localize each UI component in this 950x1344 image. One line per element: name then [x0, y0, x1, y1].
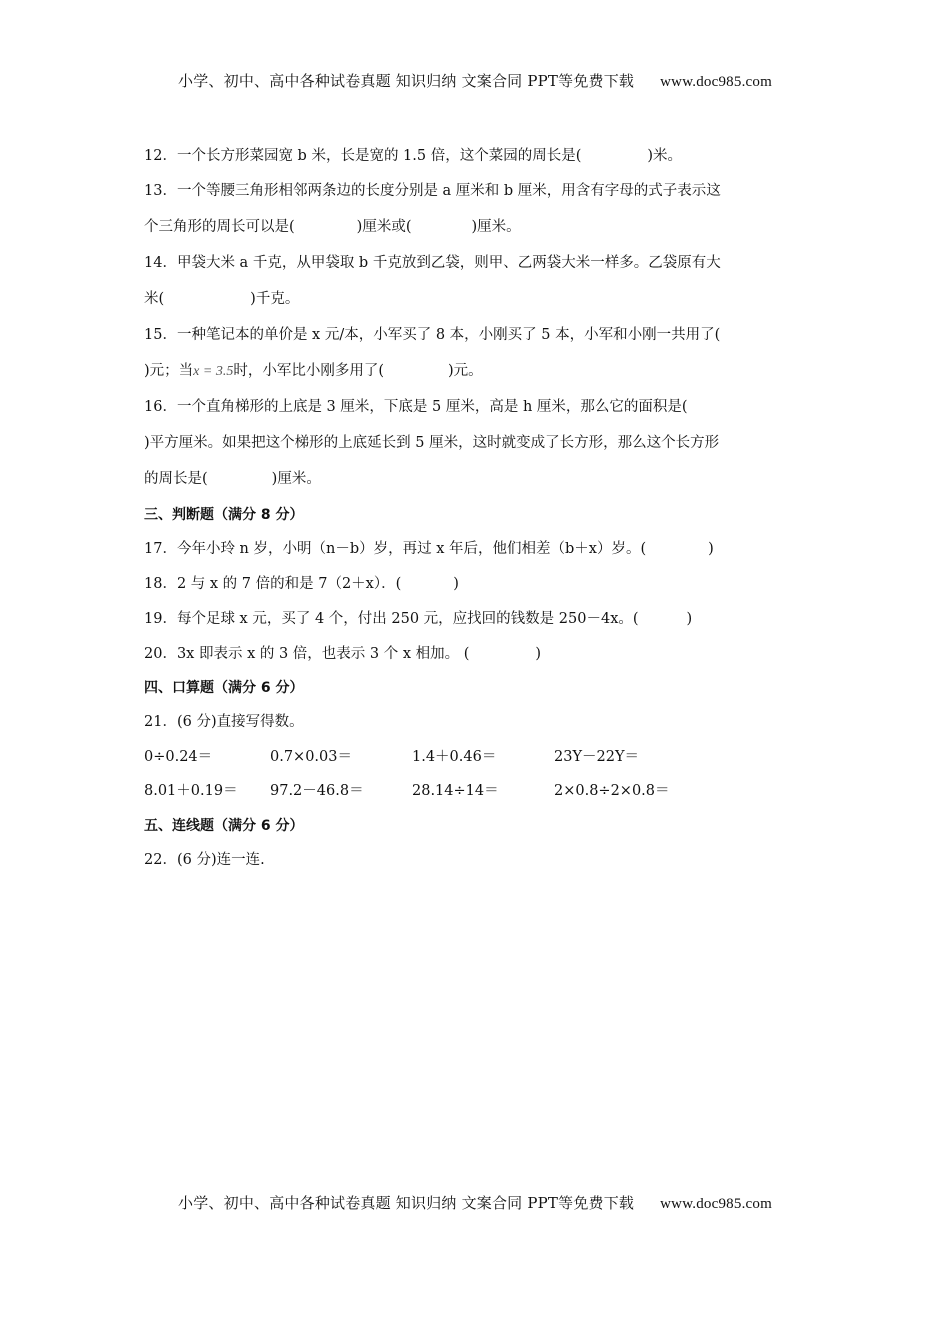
calc-item: 23Y－22Y＝ — [554, 749, 640, 765]
question-18 — [144, 574, 459, 594]
q14-text: 14．甲袋大米 a 千克，从甲袋取 b 千克放到乙袋，则甲、乙两袋大米一样多。乙袋原有大 — [144, 255, 721, 271]
q13-text-a: 个三角形的周长可以是( — [144, 219, 295, 235]
question-15-line1 — [144, 325, 720, 345]
q16-text-3a: 的周长是( — [144, 471, 208, 487]
question-16-line2 — [144, 433, 719, 453]
q19-text-end: ) — [686, 611, 693, 627]
calc-item: 0÷0.24＝ — [144, 749, 213, 765]
q20-text: 20．3x 即表示 x 的 3 倍，也表示 3 个 x 相加。 ( — [144, 646, 470, 662]
q18-text: 18．2 与 x 的 7 倍的和是 7（2＋x）．( — [144, 576, 402, 592]
q20-text-end: ) — [535, 646, 542, 662]
question-13-line1 — [144, 181, 721, 201]
q12-text-end: )米。 — [647, 148, 683, 164]
question-22: 22．(6 分)连一连. — [144, 852, 265, 868]
q15-text-a: )元；当 — [144, 363, 194, 379]
q17-text-end: ) — [708, 541, 714, 557]
q12-text: 12．一个长方形菜园宽 b 米，长是宽的 1.5 倍，这个菜园的周长是( — [144, 148, 582, 164]
footer-text: 小学、初中、高中各种试卷真题 知识归纳 文案合同 PPT等免费下载 — [178, 1194, 635, 1212]
q13-text: 13．一个等腰三角形相邻两条边的长度分别是 a 厘米和 b 厘米，用含有字母的式子表示这 — [144, 183, 721, 199]
q19-text: 19．每个足球 x 元，买了 4 个，付出 250 元，应找回的钱数是 250－4x。( — [144, 611, 639, 627]
calc-item: 1.4＋0.46＝ — [412, 749, 497, 765]
question-16-line3 — [144, 469, 321, 489]
calc-item: 97.2－46.8＝ — [270, 783, 364, 799]
header-text: 小学、初中、高中各种试卷真题 知识归纳 文案合同 PPT等免费下载 — [178, 72, 635, 90]
header-url[interactable]: www.doc985.com — [660, 74, 772, 90]
q15-text-b: 时，小军比小刚多用了( — [233, 363, 384, 379]
question-14-line1 — [144, 253, 721, 273]
q15-text: 15．一种笔记本的单价是 x 元/本，小军买了 8 本，小刚买了 5 本，小军和小刚一共用了( — [144, 327, 721, 343]
section-5-heading: 五、连线题（满分 6 分） — [144, 818, 304, 834]
q15-math-condition: x = 3.5 — [193, 364, 234, 379]
question-21-title: 21．(6 分)直接写得数。 — [144, 714, 304, 730]
q13-text-c: )厘米。 — [471, 219, 521, 235]
page-header — [0, 70, 950, 91]
question-17 — [144, 539, 714, 559]
calc-item: 2×0.8÷2×0.8＝ — [554, 783, 670, 799]
footer-url[interactable]: www.doc985.com — [660, 1196, 772, 1212]
q16-text: 16．一个直角梯形的上底是 3 厘米，下底是 5 厘米，高是 h 厘米，那么它的面积是( — [144, 399, 688, 415]
calc-row-2 — [144, 781, 844, 801]
section-3-heading: 三、判断题（满分 8 分） — [144, 507, 304, 523]
calc-item: 28.14÷14＝ — [412, 783, 499, 799]
calc-item: 0.7×0.03＝ — [270, 749, 352, 765]
question-14-line2 — [144, 289, 299, 309]
question-19 — [144, 609, 692, 629]
question-16-line1 — [144, 397, 688, 417]
question-20 — [144, 644, 541, 664]
q15-text-c: )元。 — [448, 363, 483, 379]
calc-row-1 — [144, 747, 844, 767]
page-footer — [0, 1192, 950, 1213]
calc-item: 8.01＋0.19＝ — [144, 783, 238, 799]
q18-text-end: ) — [453, 576, 459, 592]
q14-text-b: )千克。 — [250, 291, 300, 307]
section-4-heading: 四、口算题（满分 6 分） — [144, 680, 304, 696]
q16-text-3b: )厘米。 — [271, 471, 321, 487]
question-13-line2 — [144, 217, 521, 237]
q17-text: 17．今年小玲 n 岁，小明（n－b）岁，再过 x 年后，他们相差（b＋x）岁。( — [144, 541, 647, 557]
question-15-line2 — [144, 361, 483, 381]
q14-text-a: 米( — [144, 291, 165, 307]
q16-text-2: )平方厘米。如果把这个梯形的上底延长到 5 厘米，这时就变成了长方形，那么这个长方形 — [144, 435, 720, 451]
question-12 — [144, 146, 682, 166]
q13-text-b: )厘米或( — [356, 219, 412, 235]
